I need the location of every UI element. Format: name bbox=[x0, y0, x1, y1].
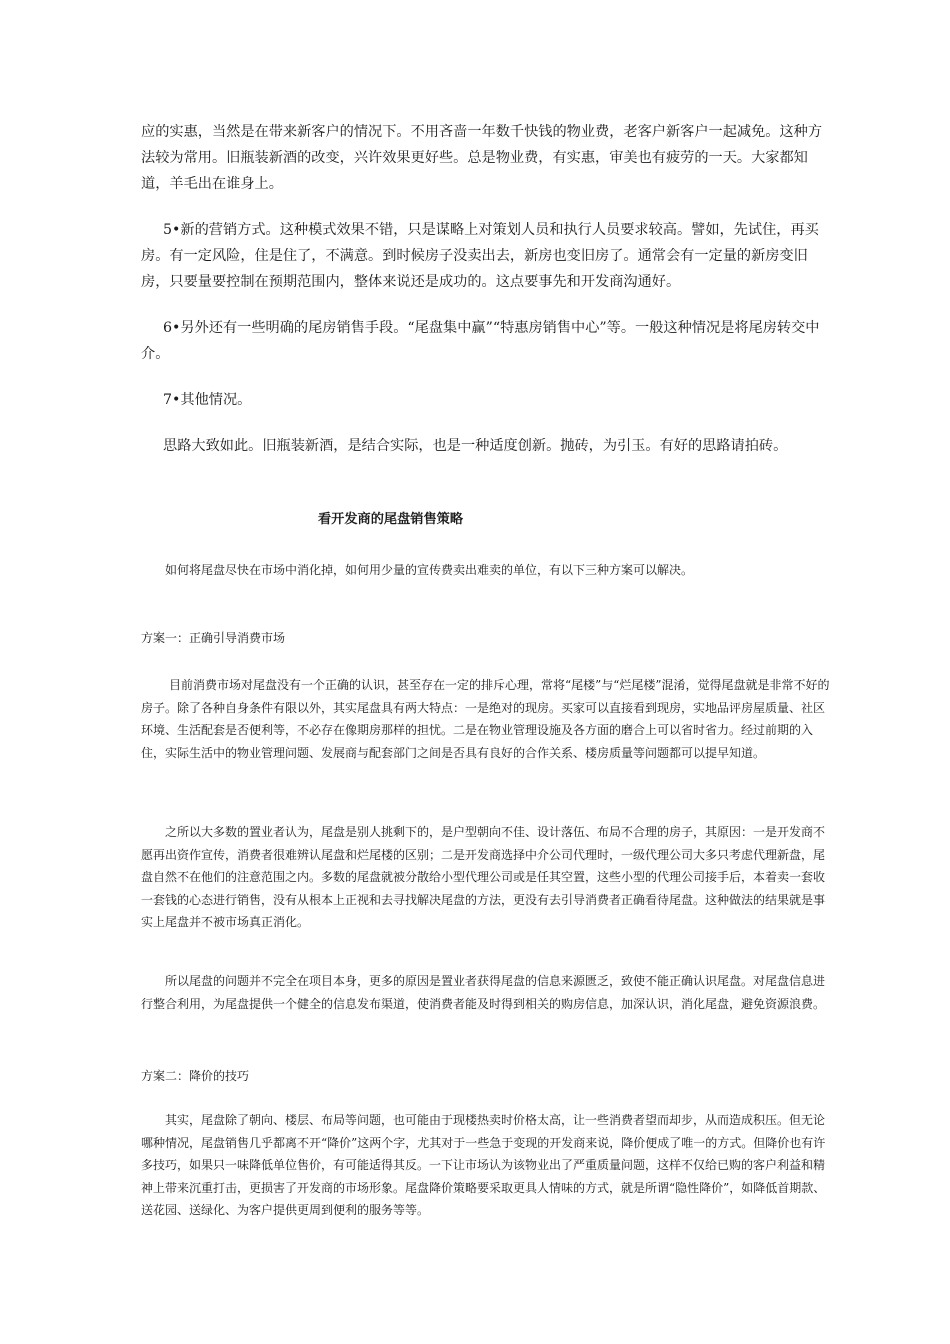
plan1-paragraph-1: 目前消费市场对尾盘没有一个正确的认识，甚至存在一定的排斥心理，常将“尾楼”与“烂尾楼”混淆，觉得尾盘就是非常不好的房子。除了各种自身条件有限以外，其实尾盘具有两大特点：一是绝对的现房。买家可以直接看到现房，实地品评房屋质量、社区环境、生活配套是否便利等，不必存在像期房那样的担忧。二是在物业管理设施及各方面的磨合上可以省时省力。经过前期的入住，实际生活中的物业管理问题、发展商与配套部门之间是否具有良好的合作关系、楼房质量等问题都可以提早知道。 bbox=[141, 678, 830, 760]
paragraph-property-fee: 应的实惠，当然是在带来新客户的情况下。不用吝啬一年数千快钱的物业费，老客户新客户一起减免。这种方法较为常用。旧瓶装新酒的改变，兴许效果更好些。总是物业费，有实惠，审美也有疲劳的一天。大家都知道，羊毛出在谁身上。 bbox=[141, 124, 823, 192]
paragraph-item-5: 5•新的营销方式。这种模式效果不错，只是谋略上对策划人员和执行人员要求较高。譬如，先试住，再买房。有一定风险，住是住了，不满意。到时候房子没卖出去，新房也变旧房了。通常会有一定量的新房变旧房，只要量要控制在预期范围内，整体来说还是成功的。这点要事先和开发商沟通好。 bbox=[141, 222, 819, 290]
article-title: 看开发商的尾盘销售策略 bbox=[318, 512, 464, 527]
paragraph-item-6: 6•另外还有一些明确的尾房销售手段。“尾盘集中赢”“特惠房销售中心”等。一般这种情况是将尾房转交中介。 bbox=[141, 320, 820, 362]
plan1-paragraph-3: 所以尾盘的问题并不完全在项目本身，更多的原因是置业者获得尾盘的信息来源匮乏，致使不能正确认识尾盘。对尾盘信息进行整合利用，为尾盘提供一个健全的信息发布渠道，使消费者能及时得到相关的购房信息，加深认识，消化尾盘，避免资源浪费。 bbox=[141, 974, 826, 1011]
plan1-paragraph-2: 之所以大多数的置业者认为，尾盘是别人挑剩下的，是户型朝向不佳、设计落伍、布局不合理的房子，其原因：一是开发商不愿再出资作宣传，消费者很难辨认尾盘和烂尾楼的区别；二是开发商选择中介公司代理时，一级代理公司大多只考虑代理新盘，尾盘自然不在他们的注意范围之内。多数的尾盘就被分散给小型代理公司或是任其空置，这些小型的代理公司接手后，本着卖一套收一套钱的心态进行销售，没有从根本上正视和去寻找解决尾盘的方法，更没有去引导消费者正确看待尾盘。这种做法的结果就是事实上尾盘并不被市场真正消化。 bbox=[141, 825, 826, 929]
article-intro: 如何将尾盘尽快在市场中消化掉，如何用少量的宣传费卖出难卖的单位，有以下三种方案可以解决。 bbox=[165, 563, 694, 577]
plan1-heading: 方案一：正确引导消费市场 bbox=[141, 631, 286, 645]
plan2-paragraph-1: 其实，尾盘除了朝向、楼层、布局等问题，也可能由于现楼热卖时价格太高，让一些消费者望而却步，从而造成积压。但无论哪种情况，尾盘销售几乎都离不开“降价”这两个字，尤其对于一些急于变现的开发商来说，降价便成了唯一的方式。但降价也有许多技巧，如果只一味降低单位售价，有可能适得其反。一下让市场认为该物业出了严重质量问题，这样不仅给已购的客户利益和精神上带来沉重打击，更损害了开发商的市场形象。尾盘降价策略要采取更具人情味的方式，就是所谓“隐性降价”，如降低首期款、送花园、送绿化、为客户提供更周到便利的服务等等。 bbox=[141, 1113, 826, 1217]
paragraph-item-7: 7•其他情况。 bbox=[163, 392, 252, 408]
paragraph-conclusion: 思路大致如此。旧瓶装新酒，是结合实际，也是一种适度创新。抛砖，为引玉。有好的思路请拍砖。 bbox=[163, 438, 788, 454]
plan2-heading: 方案二：降价的技巧 bbox=[141, 1069, 250, 1083]
